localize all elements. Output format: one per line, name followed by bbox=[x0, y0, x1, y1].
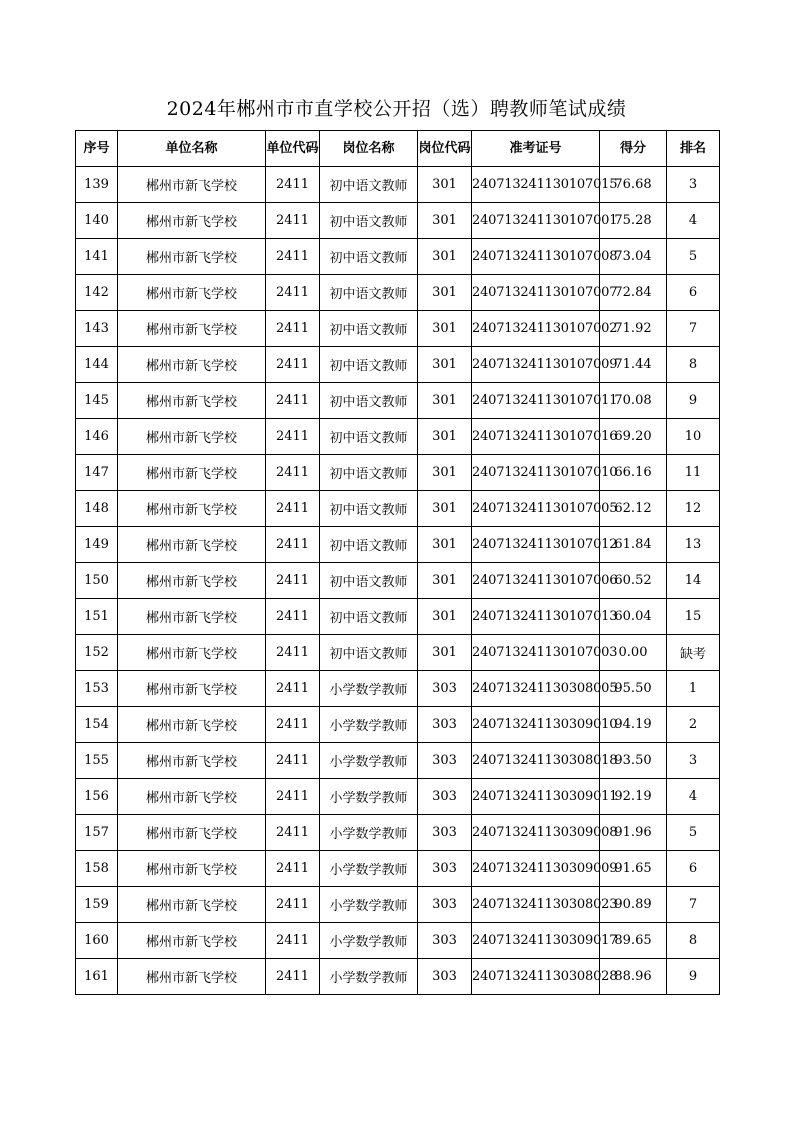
cell-score: 71.92 bbox=[600, 311, 667, 347]
cell-score: 93.50 bbox=[600, 743, 667, 779]
score-table bbox=[75, 130, 720, 995]
cell-score: 91.96 bbox=[600, 815, 667, 851]
cell-seq: 139 bbox=[76, 167, 118, 203]
cell-exam-no: 240713241130107016 bbox=[472, 419, 600, 455]
cell-post-code: 303 bbox=[418, 743, 472, 779]
cell-seq: 160 bbox=[76, 923, 118, 959]
cell-post-name: 初中语文教师 bbox=[320, 203, 418, 239]
cell-post-code: 303 bbox=[418, 671, 472, 707]
cell-exam-no: 240713241130309008 bbox=[472, 815, 600, 851]
table-row bbox=[76, 671, 720, 707]
cell-unit-name: 郴州市新飞学校 bbox=[118, 635, 266, 671]
cell-score: 71.44 bbox=[600, 347, 667, 383]
cell-rank: 10 bbox=[667, 419, 720, 455]
cell-score: 95.50 bbox=[600, 671, 667, 707]
cell-unit-code: 2411 bbox=[266, 563, 320, 599]
cell-exam-no: 240713241130107002 bbox=[472, 311, 600, 347]
header-exam-no: 准考证号 bbox=[472, 131, 600, 167]
cell-rank: 8 bbox=[667, 923, 720, 959]
cell-unit-name: 郴州市新飞学校 bbox=[118, 527, 266, 563]
cell-unit-name: 郴州市新飞学校 bbox=[118, 743, 266, 779]
cell-unit-code: 2411 bbox=[266, 671, 320, 707]
cell-score: 70.08 bbox=[600, 383, 667, 419]
cell-post-name: 小学数学教师 bbox=[320, 779, 418, 815]
cell-post-name: 初中语文教师 bbox=[320, 239, 418, 275]
cell-post-name: 初中语文教师 bbox=[320, 383, 418, 419]
table-row bbox=[76, 563, 720, 599]
cell-post-name: 初中语文教师 bbox=[320, 311, 418, 347]
cell-unit-name: 郴州市新飞学校 bbox=[118, 599, 266, 635]
cell-seq: 155 bbox=[76, 743, 118, 779]
cell-seq: 157 bbox=[76, 815, 118, 851]
cell-rank: 3 bbox=[667, 167, 720, 203]
cell-rank: 15 bbox=[667, 599, 720, 635]
table-header-row bbox=[76, 131, 720, 167]
cell-unit-code: 2411 bbox=[266, 311, 320, 347]
cell-rank: 6 bbox=[667, 275, 720, 311]
cell-post-name: 初中语文教师 bbox=[320, 167, 418, 203]
header-score: 得分 bbox=[600, 131, 667, 167]
cell-unit-code: 2411 bbox=[266, 491, 320, 527]
cell-post-code: 303 bbox=[418, 959, 472, 995]
cell-seq: 156 bbox=[76, 779, 118, 815]
cell-score: 94.19 bbox=[600, 707, 667, 743]
cell-post-name: 小学数学教师 bbox=[320, 815, 418, 851]
cell-post-name: 初中语文教师 bbox=[320, 491, 418, 527]
table-row bbox=[76, 959, 720, 995]
cell-exam-no: 240713241130107005 bbox=[472, 491, 600, 527]
cell-unit-code: 2411 bbox=[266, 527, 320, 563]
cell-post-code: 303 bbox=[418, 923, 472, 959]
table-row bbox=[76, 779, 720, 815]
cell-exam-no: 240713241130309010 bbox=[472, 707, 600, 743]
cell-post-name: 初中语文教师 bbox=[320, 563, 418, 599]
cell-post-name: 初中语文教师 bbox=[320, 275, 418, 311]
cell-score: 75.28 bbox=[600, 203, 667, 239]
cell-exam-no: 240713241130309009 bbox=[472, 851, 600, 887]
cell-unit-name: 郴州市新飞学校 bbox=[118, 347, 266, 383]
table-row bbox=[76, 311, 720, 347]
cell-unit-name: 郴州市新飞学校 bbox=[118, 203, 266, 239]
cell-seq: 149 bbox=[76, 527, 118, 563]
cell-rank: 5 bbox=[667, 815, 720, 851]
cell-post-code: 303 bbox=[418, 779, 472, 815]
header-seq: 序号 bbox=[76, 131, 118, 167]
cell-exam-no: 240713241130107009 bbox=[472, 347, 600, 383]
table-row bbox=[76, 599, 720, 635]
cell-score: 69.20 bbox=[600, 419, 667, 455]
cell-seq: 140 bbox=[76, 203, 118, 239]
cell-seq: 146 bbox=[76, 419, 118, 455]
cell-seq: 158 bbox=[76, 851, 118, 887]
cell-post-code: 301 bbox=[418, 311, 472, 347]
cell-exam-no: 240713241130107011 bbox=[472, 383, 600, 419]
cell-unit-name: 郴州市新飞学校 bbox=[118, 851, 266, 887]
cell-exam-no: 240713241130309017 bbox=[472, 923, 600, 959]
table-row bbox=[76, 167, 720, 203]
cell-unit-code: 2411 bbox=[266, 743, 320, 779]
cell-seq: 161 bbox=[76, 959, 118, 995]
header-rank: 排名 bbox=[667, 131, 720, 167]
cell-exam-no: 240713241130107003 bbox=[472, 635, 600, 671]
cell-unit-name: 郴州市新飞学校 bbox=[118, 563, 266, 599]
cell-unit-name: 郴州市新飞学校 bbox=[118, 779, 266, 815]
cell-unit-name: 郴州市新飞学校 bbox=[118, 239, 266, 275]
cell-post-code: 301 bbox=[418, 203, 472, 239]
cell-unit-code: 2411 bbox=[266, 419, 320, 455]
cell-unit-code: 2411 bbox=[266, 959, 320, 995]
cell-exam-no: 240713241130308028 bbox=[472, 959, 600, 995]
cell-unit-code: 2411 bbox=[266, 203, 320, 239]
cell-unit-name: 郴州市新飞学校 bbox=[118, 707, 266, 743]
cell-score: 60.52 bbox=[600, 563, 667, 599]
cell-rank: 13 bbox=[667, 527, 720, 563]
cell-post-name: 小学数学教师 bbox=[320, 959, 418, 995]
cell-post-name: 初中语文教师 bbox=[320, 527, 418, 563]
cell-post-name: 小学数学教师 bbox=[320, 923, 418, 959]
cell-rank: 9 bbox=[667, 959, 720, 995]
cell-score: 60.04 bbox=[600, 599, 667, 635]
cell-rank: 6 bbox=[667, 851, 720, 887]
cell-exam-no: 240713241130107012 bbox=[472, 527, 600, 563]
cell-seq: 153 bbox=[76, 671, 118, 707]
cell-seq: 145 bbox=[76, 383, 118, 419]
cell-post-code: 301 bbox=[418, 239, 472, 275]
table-row bbox=[76, 275, 720, 311]
cell-post-code: 301 bbox=[418, 347, 472, 383]
cell-exam-no: 240713241130107013 bbox=[472, 599, 600, 635]
cell-score: 62.12 bbox=[600, 491, 667, 527]
cell-post-code: 301 bbox=[418, 563, 472, 599]
cell-score: 88.96 bbox=[600, 959, 667, 995]
cell-post-code: 301 bbox=[418, 167, 472, 203]
table-row bbox=[76, 491, 720, 527]
cell-unit-name: 郴州市新飞学校 bbox=[118, 167, 266, 203]
cell-post-code: 301 bbox=[418, 635, 472, 671]
table-row bbox=[76, 527, 720, 563]
cell-unit-name: 郴州市新飞学校 bbox=[118, 455, 266, 491]
table-row bbox=[76, 707, 720, 743]
cell-score: 76.68 bbox=[600, 167, 667, 203]
cell-unit-name: 郴州市新飞学校 bbox=[118, 815, 266, 851]
cell-post-code: 303 bbox=[418, 851, 472, 887]
cell-unit-name: 郴州市新飞学校 bbox=[118, 923, 266, 959]
table-row bbox=[76, 635, 720, 671]
header-post-code: 岗位代码 bbox=[418, 131, 472, 167]
cell-exam-no: 240713241130107006 bbox=[472, 563, 600, 599]
table-row bbox=[76, 815, 720, 851]
cell-post-code: 303 bbox=[418, 707, 472, 743]
cell-post-code: 301 bbox=[418, 383, 472, 419]
cell-exam-no: 240713241130308018 bbox=[472, 743, 600, 779]
cell-score: 66.16 bbox=[600, 455, 667, 491]
table-row bbox=[76, 419, 720, 455]
cell-post-code: 301 bbox=[418, 275, 472, 311]
cell-score: 91.65 bbox=[600, 851, 667, 887]
cell-rank: 4 bbox=[667, 203, 720, 239]
table-row bbox=[76, 851, 720, 887]
table-row bbox=[76, 923, 720, 959]
cell-unit-code: 2411 bbox=[266, 275, 320, 311]
cell-unit-code: 2411 bbox=[266, 347, 320, 383]
cell-unit-name: 郴州市新飞学校 bbox=[118, 419, 266, 455]
cell-post-name: 初中语文教师 bbox=[320, 347, 418, 383]
cell-seq: 151 bbox=[76, 599, 118, 635]
cell-unit-name: 郴州市新飞学校 bbox=[118, 959, 266, 995]
cell-rank: 11 bbox=[667, 455, 720, 491]
table-row bbox=[76, 347, 720, 383]
cell-seq: 159 bbox=[76, 887, 118, 923]
cell-exam-no: 240713241130308023 bbox=[472, 887, 600, 923]
cell-post-name: 初中语文教师 bbox=[320, 455, 418, 491]
cell-rank: 3 bbox=[667, 743, 720, 779]
cell-post-code: 301 bbox=[418, 491, 472, 527]
cell-rank: 2 bbox=[667, 707, 720, 743]
cell-seq: 150 bbox=[76, 563, 118, 599]
header-post-name: 岗位名称 bbox=[320, 131, 418, 167]
cell-post-code: 301 bbox=[418, 599, 472, 635]
cell-seq: 147 bbox=[76, 455, 118, 491]
cell-rank: 4 bbox=[667, 779, 720, 815]
cell-rank: 8 bbox=[667, 347, 720, 383]
cell-score: 61.84 bbox=[600, 527, 667, 563]
cell-post-name: 小学数学教师 bbox=[320, 887, 418, 923]
cell-post-name: 小学数学教师 bbox=[320, 743, 418, 779]
cell-post-name: 初中语文教师 bbox=[320, 599, 418, 635]
cell-unit-code: 2411 bbox=[266, 707, 320, 743]
cell-exam-no: 240713241130107010 bbox=[472, 455, 600, 491]
cell-score: 0.00 bbox=[600, 635, 667, 671]
cell-post-code: 301 bbox=[418, 419, 472, 455]
cell-unit-code: 2411 bbox=[266, 815, 320, 851]
cell-unit-name: 郴州市新飞学校 bbox=[118, 887, 266, 923]
cell-post-name: 小学数学教师 bbox=[320, 707, 418, 743]
cell-score: 73.04 bbox=[600, 239, 667, 275]
cell-exam-no: 240713241130107015 bbox=[472, 167, 600, 203]
table-row bbox=[76, 383, 720, 419]
cell-unit-name: 郴州市新飞学校 bbox=[118, 383, 266, 419]
cell-post-code: 303 bbox=[418, 887, 472, 923]
cell-rank: 缺考 bbox=[667, 635, 720, 671]
cell-unit-code: 2411 bbox=[266, 455, 320, 491]
cell-unit-code: 2411 bbox=[266, 779, 320, 815]
cell-seq: 142 bbox=[76, 275, 118, 311]
cell-unit-code: 2411 bbox=[266, 239, 320, 275]
cell-score: 72.84 bbox=[600, 275, 667, 311]
cell-rank: 9 bbox=[667, 383, 720, 419]
cell-unit-code: 2411 bbox=[266, 599, 320, 635]
cell-unit-name: 郴州市新飞学校 bbox=[118, 275, 266, 311]
cell-seq: 144 bbox=[76, 347, 118, 383]
cell-unit-name: 郴州市新飞学校 bbox=[118, 671, 266, 707]
cell-exam-no: 240713241130107001 bbox=[472, 203, 600, 239]
cell-seq: 141 bbox=[76, 239, 118, 275]
table-row bbox=[76, 887, 720, 923]
cell-seq: 154 bbox=[76, 707, 118, 743]
cell-rank: 7 bbox=[667, 311, 720, 347]
cell-post-code: 303 bbox=[418, 815, 472, 851]
table-row bbox=[76, 203, 720, 239]
table-row bbox=[76, 743, 720, 779]
cell-post-name: 初中语文教师 bbox=[320, 419, 418, 455]
cell-seq: 152 bbox=[76, 635, 118, 671]
cell-rank: 14 bbox=[667, 563, 720, 599]
header-unit-name: 单位名称 bbox=[118, 131, 266, 167]
page-title: 2024年郴州市市直学校公开招（选）聘教师笔试成绩 bbox=[166, 98, 627, 120]
cell-unit-code: 2411 bbox=[266, 851, 320, 887]
header-unit-code: 单位代码 bbox=[266, 131, 320, 167]
cell-rank: 1 bbox=[667, 671, 720, 707]
cell-exam-no: 240713241130107008 bbox=[472, 239, 600, 275]
table-row bbox=[76, 455, 720, 491]
cell-unit-name: 郴州市新飞学校 bbox=[118, 311, 266, 347]
cell-unit-code: 2411 bbox=[266, 923, 320, 959]
cell-post-name: 小学数学教师 bbox=[320, 851, 418, 887]
cell-rank: 12 bbox=[667, 491, 720, 527]
cell-post-code: 301 bbox=[418, 455, 472, 491]
cell-exam-no: 240713241130107007 bbox=[472, 275, 600, 311]
cell-unit-code: 2411 bbox=[266, 887, 320, 923]
cell-post-name: 初中语文教师 bbox=[320, 635, 418, 671]
cell-unit-name: 郴州市新飞学校 bbox=[118, 491, 266, 527]
cell-score: 90.89 bbox=[600, 887, 667, 923]
table-body bbox=[76, 167, 720, 995]
cell-post-name: 小学数学教师 bbox=[320, 671, 418, 707]
cell-score: 92.19 bbox=[600, 779, 667, 815]
cell-unit-code: 2411 bbox=[266, 383, 320, 419]
cell-unit-code: 2411 bbox=[266, 635, 320, 671]
cell-unit-code: 2411 bbox=[266, 167, 320, 203]
cell-exam-no: 240713241130308005 bbox=[472, 671, 600, 707]
cell-seq: 143 bbox=[76, 311, 118, 347]
cell-rank: 7 bbox=[667, 887, 720, 923]
cell-post-code: 301 bbox=[418, 527, 472, 563]
cell-score: 89.65 bbox=[600, 923, 667, 959]
table-row bbox=[76, 239, 720, 275]
cell-seq: 148 bbox=[76, 491, 118, 527]
cell-rank: 5 bbox=[667, 239, 720, 275]
cell-exam-no: 240713241130309011 bbox=[472, 779, 600, 815]
